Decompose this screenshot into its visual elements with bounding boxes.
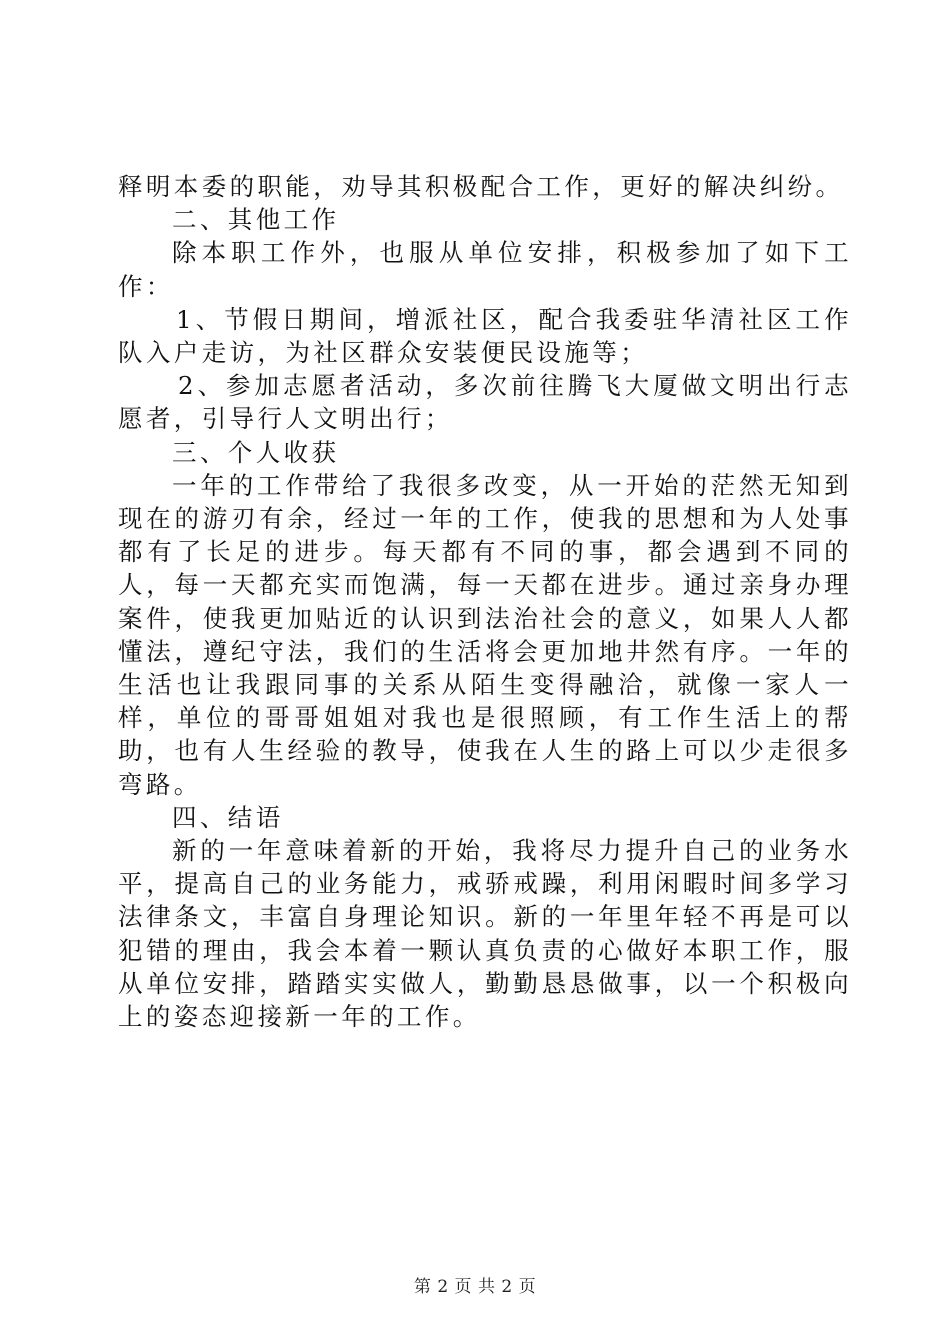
document-body [118,170,852,1033]
paragraph-other-work-intro: 除本职工作外，也服从单位安排，积极参加了如下工作： [118,238,852,301]
list-item-1: 1、节假日期间，增派社区，配合我委驻华清社区工作队入户走访，为社区群众安装便民设施等； [118,304,852,368]
paragraph-conclusion: 新的一年意味着新的开始，我将尽力提升自己的业务水平，提高自己的业务能力，戒骄戒躁，利用闲暇时间多学习法律条文，丰富自身理论知识。新的一年里年轻不再是可以犯错的理由，我会本着一颗认真负责的心做好本职工作，服从单位安排，踏踏实实做人，勤勤恳恳做事，以一个积极向上的姿态迎接新一年的工作。 [118,836,852,1032]
section-heading-personal-gains: 三、个人收获 [172,437,340,467]
section-heading-other-work: 二、其他工作 [172,205,340,235]
list-item-2: 2、参加志愿者活动，多次前往腾飞大厦做文明出行志愿者，引导行人文明出行； [118,371,852,434]
paragraph-personal-gains: 一年的工作带给了我很多改变，从一开始的茫然无知到现在的游刃有余，经过一年的工作，使我的思想和为人处事都有了长足的进步。每天都有不同的事，都会遇到不同的人，每一天都充实而饱满，每一天都在进步。通过亲身办理案件，使我更加贴近的认识到法治社会的意义，如果人人都懂法，遵纪守法，我们的生活将会更加地井然有序。一年的生活也让我跟同事的关系从陌生变得融洽，就像一家人一样，单位的哥哥姐姐对我也是很照顾，有工作生活上的帮助，也有人生经验的教导，使我在人生的路上可以少走很多弯路。 [118,470,852,799]
paragraph-continuation: 释明本委的职能，劝导其积极配合工作，更好的解决纠纷。 [118,172,844,201]
section-heading-conclusion: 四、结语 [172,802,284,832]
page-number-footer: 第 2 页 共 2 页 [413,1277,537,1297]
